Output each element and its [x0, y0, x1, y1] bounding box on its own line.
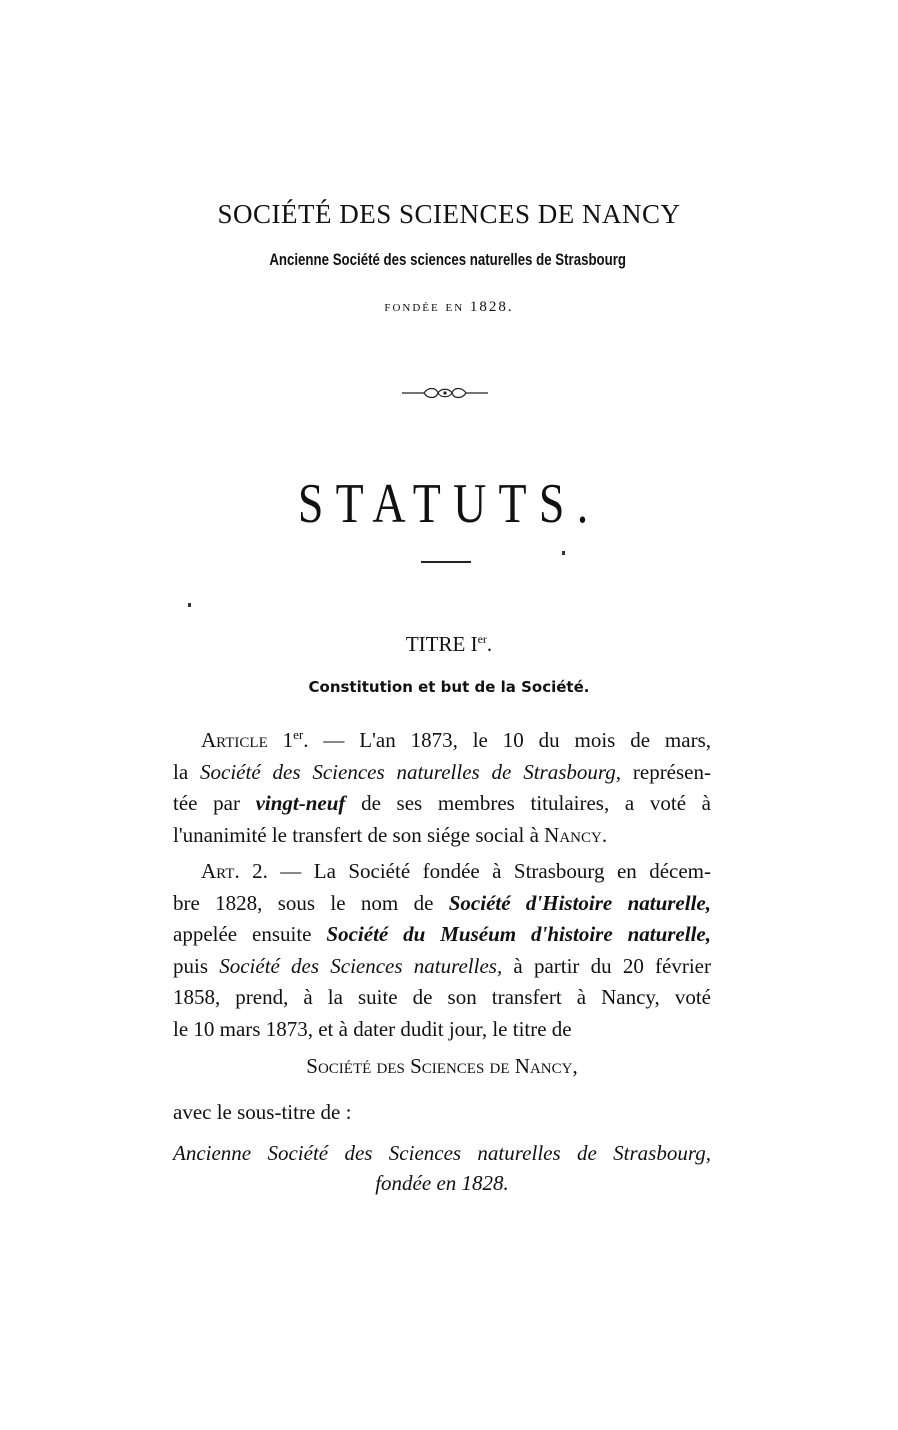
document-title: STATUTS. [297, 473, 601, 535]
article-1-line: tée par vingt-neuf de ses membres titulaires, a voté à [173, 791, 711, 815]
article-2-line: bre 1828, sous le nom de Société d'Histoire naturelle, [173, 890, 711, 915]
article-1 [173, 719, 711, 851]
article-1-line: l'unanimité le transfert de son siége social à Nancy. [173, 822, 608, 847]
subtitle-line-2: fondée en 1828. [375, 1171, 509, 1195]
article-2-line: 1858, prend, à la suite de son transfert à Nancy, voté [173, 985, 711, 1009]
article-2-line: puis Société des Sciences naturelles, à partir du 20 février [173, 953, 711, 978]
print-speck [188, 603, 191, 607]
society-subtitle: Ancienne Société des sciences naturelles de Strasbourg [269, 250, 627, 269]
section-subheading: Constitution et but de la Société. [308, 678, 590, 696]
article-1-line: la Société des Sciences naturelles de Strasbourg, représen- [173, 759, 711, 784]
section-heading: TITRE Ier. [405, 632, 493, 656]
article-1-line: Article 1er. — L'an 1873, le 10 du mois de mars, [201, 727, 712, 752]
subtitle-line-1: Ancienne Société des Sciences naturelles de Strasbourg, [173, 1141, 711, 1165]
society-name: SOCIÉTÉ DES SCIENCES DE NANCY [217, 199, 681, 229]
founded-date: fondée en 1828. [384, 299, 514, 315]
scroll-ornament-icon [402, 385, 488, 401]
article-2-line: Art. 2. — La Société fondée à Strasbourg en décem- [201, 859, 711, 883]
article-2-line: appelée ensuite Société du Muséum d'histoire naturelle, [173, 922, 711, 946]
print-speck [562, 551, 565, 555]
new-society-name: Société des Sciences de Nancy, [306, 1054, 578, 1078]
subtitle-intro: avec le sous-titre de : [173, 1100, 352, 1124]
article-2-line: le 10 mars 1873, et à dater dudit jour, le titre de [173, 1016, 572, 1041]
article-2 [173, 856, 711, 1045]
title-rule [421, 561, 471, 563]
